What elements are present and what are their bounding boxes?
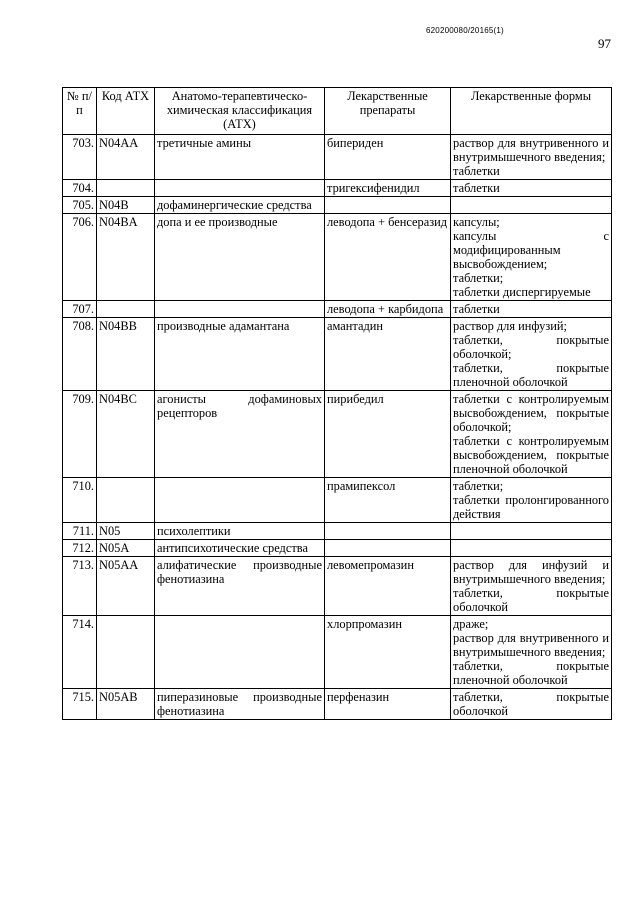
page-number: 97 — [598, 36, 611, 51]
forms-cell — [451, 180, 612, 197]
row-number-cell: 705. — [63, 197, 97, 214]
table-body — [63, 135, 612, 720]
atx-code-cell — [97, 478, 155, 523]
dosage-form: таблетки диспергируемые — [453, 285, 591, 299]
forms-cell — [451, 689, 612, 720]
classification-cell: дофаминергические средства — [155, 197, 325, 214]
dosage-form: таблетки с контролируемым высвобождением, покрытые оболочкой; — [453, 392, 609, 434]
atx-code-cell — [97, 301, 155, 318]
forms-cell — [451, 557, 612, 616]
table-row — [63, 214, 612, 301]
drug-cell: пирибедил — [325, 391, 451, 478]
classification-cell: производные адамантана — [155, 318, 325, 391]
classification-cell: пиперазиновые производные фенотиазина — [155, 689, 325, 720]
drug-cell: перфеназин — [325, 689, 451, 720]
row-number-cell: 712. — [63, 540, 97, 557]
atx-code-cell: N04BC — [97, 391, 155, 478]
table-row — [63, 180, 612, 197]
forms-cell — [451, 523, 612, 540]
row-number-cell: 714. — [63, 616, 97, 689]
dosage-form: таблетки — [453, 164, 500, 178]
atx-table — [62, 87, 612, 720]
header-drugs: Лекарственные препараты — [325, 88, 451, 135]
forms-cell — [451, 301, 612, 318]
row-number-cell: 713. — [63, 557, 97, 616]
drug-cell: тригексифенидил — [325, 180, 451, 197]
header-num: № п/п — [63, 88, 97, 135]
drug-cell: амантадин — [325, 318, 451, 391]
dosage-form: таблетки — [453, 181, 500, 195]
table-row — [63, 523, 612, 540]
classification-cell — [155, 180, 325, 197]
drug-cell: левомепромазин — [325, 557, 451, 616]
drug-cell — [325, 523, 451, 540]
dosage-form: раствор для инфузий и внутримышечного введения; — [453, 558, 609, 586]
forms-cell — [451, 214, 612, 301]
dosage-form: таблетки; — [453, 271, 504, 285]
drug-cell: хлорпромазин — [325, 616, 451, 689]
forms-cell — [451, 391, 612, 478]
atx-code-cell: N04BA — [97, 214, 155, 301]
dosage-form: таблетки, покрытые оболочкой — [453, 586, 609, 614]
row-number-cell: 704. — [63, 180, 97, 197]
atx-code-cell: N04AA — [97, 135, 155, 180]
forms-cell — [451, 540, 612, 557]
classification-cell: антипсихотические средства — [155, 540, 325, 557]
drug-cell — [325, 540, 451, 557]
drug-cell: леводопа + карбидопа — [325, 301, 451, 318]
classification-cell — [155, 301, 325, 318]
classification-cell — [155, 478, 325, 523]
table-header — [63, 88, 612, 135]
atx-code-cell — [97, 180, 155, 197]
classification-cell — [155, 616, 325, 689]
dosage-form: таблетки, покрытые пленочной оболочкой — [453, 659, 609, 687]
classification-cell: психолептики — [155, 523, 325, 540]
document-code: 620200080/20165(1) — [426, 26, 504, 35]
dosage-form: таблетки; — [453, 479, 504, 493]
atx-code-cell: N05 — [97, 523, 155, 540]
table-row — [63, 197, 612, 214]
drug-cell — [325, 197, 451, 214]
atx-code-cell — [97, 616, 155, 689]
classification-cell: агонисты дофаминовых рецепторов — [155, 391, 325, 478]
header-code: Код АТХ — [97, 88, 155, 135]
atx-code-cell: N04B — [97, 197, 155, 214]
table-row — [63, 478, 612, 523]
dosage-form: раствор для инфузий; — [453, 319, 567, 333]
table-row — [63, 391, 612, 478]
table-row — [63, 301, 612, 318]
classification-cell: допа и ее производные — [155, 214, 325, 301]
dosage-form: раствор для внутривенного и внутримышечного введения; — [453, 136, 609, 164]
header-classification: Анатомо-терапевтическо-химическая классификация (АТХ) — [155, 88, 325, 135]
dosage-form: капсулы; — [453, 215, 500, 229]
classification-cell: алифатические производные фенотиазина — [155, 557, 325, 616]
drug-cell: леводопа + бенсеразид — [325, 214, 451, 301]
row-number-cell: 703. — [63, 135, 97, 180]
dosage-form: таблетки, покрытые оболочкой — [453, 690, 609, 718]
header-forms: Лекарственные формы — [451, 88, 612, 135]
forms-cell — [451, 135, 612, 180]
dosage-form: таблетки пролонгированного действия — [453, 493, 609, 521]
table-row — [63, 689, 612, 720]
atx-code-cell: N04BB — [97, 318, 155, 391]
forms-cell — [451, 197, 612, 214]
dosage-form: таблетки, покрытые оболочкой; — [453, 333, 609, 361]
row-number-cell: 711. — [63, 523, 97, 540]
dosage-form: таблетки — [453, 302, 500, 316]
forms-cell — [451, 616, 612, 689]
table-row — [63, 540, 612, 557]
row-number-cell: 710. — [63, 478, 97, 523]
row-number-cell: 707. — [63, 301, 97, 318]
drug-cell: бипериден — [325, 135, 451, 180]
header-row — [63, 88, 612, 135]
dosage-form: драже; — [453, 617, 489, 631]
atx-code-cell: N05A — [97, 540, 155, 557]
table-row — [63, 616, 612, 689]
dosage-form: раствор для внутривенного и внутримышечного введения; — [453, 631, 609, 659]
classification-cell: третичные амины — [155, 135, 325, 180]
table-row — [63, 318, 612, 391]
forms-cell — [451, 318, 612, 391]
atx-code-cell: N05AA — [97, 557, 155, 616]
dosage-form: таблетки, покрытые пленочной оболочкой — [453, 361, 609, 389]
row-number-cell: 715. — [63, 689, 97, 720]
table-row — [63, 135, 612, 180]
atx-code-cell: N05AB — [97, 689, 155, 720]
row-number-cell: 706. — [63, 214, 97, 301]
dosage-form: капсулы с модифицированным высвобождением; — [453, 229, 609, 271]
table-row — [63, 557, 612, 616]
row-number-cell: 709. — [63, 391, 97, 478]
row-number-cell: 708. — [63, 318, 97, 391]
drug-cell: прамипексол — [325, 478, 451, 523]
forms-cell — [451, 478, 612, 523]
dosage-form: таблетки с контролируемым высвобождением, покрытые пленочной оболочкой — [453, 434, 609, 476]
